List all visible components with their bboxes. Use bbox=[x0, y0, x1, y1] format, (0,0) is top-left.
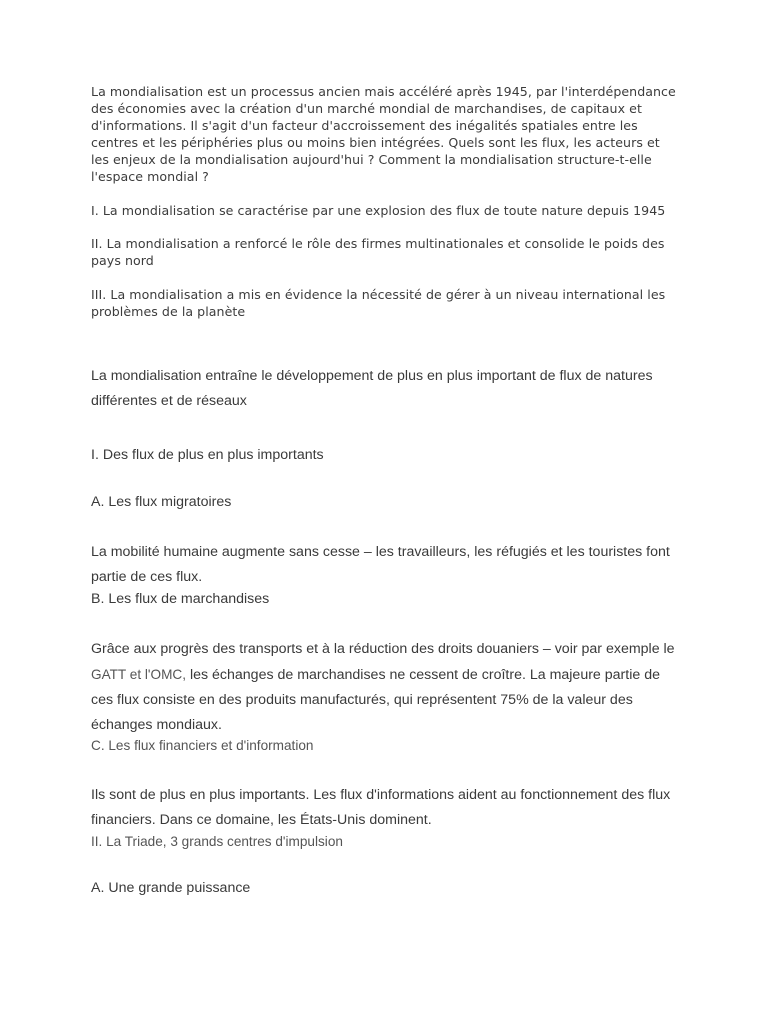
intro-line: centres et les périphéries plus ou moins bien intégrées. Quels sont les flux, les acteurs et bbox=[91, 135, 660, 150]
body-intro-paragraph bbox=[91, 364, 653, 414]
intro-paragraph bbox=[91, 83, 681, 185]
heading-section-a: A. Les flux migratoires bbox=[91, 494, 232, 510]
migration-paragraph bbox=[91, 540, 670, 590]
body-line: échanges mondiaux. bbox=[91, 717, 222, 733]
body-line-rest: les échanges de marchandises ne cessent de croître. La majeure partie de bbox=[186, 667, 660, 683]
intro-line: La mondialisation est un processus ancien mais accéléré après 1945, par l'interdépendance bbox=[91, 84, 676, 99]
intro-line: des économies avec la création d'un marché mondial de marchandises, de capitaux et bbox=[91, 101, 642, 116]
body-line: La mobilité humaine augmente sans cesse – les travailleurs, les réfugiés et les touristes font bbox=[91, 544, 670, 560]
heading-part-1: I. Des flux de plus en plus importants bbox=[91, 447, 324, 463]
body-line: différentes et de réseaux bbox=[91, 393, 247, 409]
plan-part-2 bbox=[91, 235, 681, 269]
heading-section-b: B. Les flux de marchandises bbox=[91, 591, 270, 607]
intro-line: d'informations. Il s'agit d'un facteur d'accroissement des inégalités spatiales entre les bbox=[91, 118, 638, 133]
heading-section-ii-a: A. Une grande puissance bbox=[91, 880, 251, 896]
plan-line: problèmes de la planète bbox=[91, 304, 246, 319]
finance-paragraph bbox=[91, 783, 670, 833]
plan-line: III. La mondialisation a mis en évidence la nécessité de gérer à un niveau international les bbox=[91, 287, 666, 302]
body-line: La mondialisation entraîne le développement de plus en plus important de flux de natures bbox=[91, 368, 653, 384]
gatt-omc-text: GATT et l'OMC, bbox=[91, 667, 186, 682]
plan-line: II. La mondialisation a renforcé le rôle des firmes multinationales et consolide le poids des bbox=[91, 236, 665, 251]
heading-section-c: C. Les flux financiers et d'information bbox=[91, 738, 314, 753]
intro-line: les enjeux de la mondialisation aujourd'hui ? Comment la mondialisation structure-t-elle bbox=[91, 152, 652, 167]
body-line: partie de ces flux. bbox=[91, 569, 203, 585]
body-line: Grâce aux progrès des transports et à la réduction des droits douaniers – voir par exemple le bbox=[91, 641, 675, 657]
plan-line: pays nord bbox=[91, 253, 154, 268]
heading-part-2: II. La Triade, 3 grands centres d'impulsion bbox=[91, 834, 343, 849]
body-line: financiers. Dans ce domaine, les États-Unis dominent. bbox=[91, 812, 432, 828]
intro-line: l'espace mondial ? bbox=[91, 169, 209, 184]
plan-part-1 bbox=[91, 202, 681, 219]
plan-line: I. La mondialisation se caractérise par une explosion des flux de toute nature depuis 1945 bbox=[91, 203, 666, 218]
body-line: Ils sont de plus en plus importants. Les flux d'informations aident au fonctionnement des flux bbox=[91, 787, 671, 803]
body-line bbox=[91, 662, 675, 688]
body-line: ces flux consiste en des produits manufacturés, qui représentent 75% de la valeur des bbox=[91, 692, 633, 708]
goods-paragraph bbox=[91, 637, 675, 738]
plan-part-3 bbox=[91, 286, 681, 320]
